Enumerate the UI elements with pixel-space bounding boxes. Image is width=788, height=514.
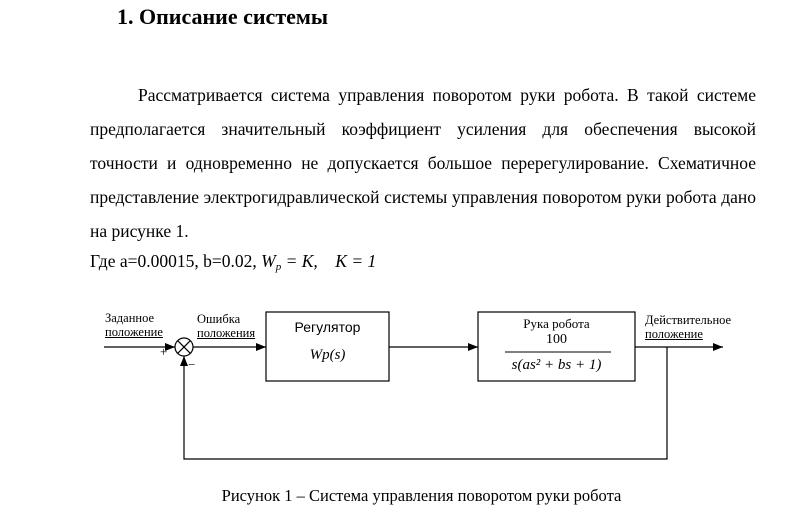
plant-denominator: s(as² + bs + 1) [511,357,602,373]
input-label-line-1: Заданное [105,311,155,325]
minus-sign: − [188,357,196,372]
summing-junction [175,338,193,356]
output-label-line-1: Действительное [645,313,732,327]
figure-caption: Рисунок 1 – Система управления поворотом руки робота [221,486,622,505]
parameters-line [90,251,376,273]
input-label [105,311,163,339]
w-subscript: p [275,261,282,273]
block-diagram [0,300,788,475]
section-heading: 1. Описание системы [117,4,329,29]
output-label [645,313,731,341]
description-paragraph [90,78,756,248]
regulator-transfer-function: Wp(s) [309,347,346,363]
plant-title: Рука робота [523,316,590,331]
plus-sign: + [160,344,168,359]
k-expression: K = 1 [335,251,377,271]
input-label-line-2: положение [105,325,163,339]
error-label [197,312,255,340]
regulator-title: Регулятор [294,319,361,335]
error-label-line-1: Ошибка [197,312,241,326]
parameters-prefix: Где a=0.00015, b=0.02, [90,251,257,271]
paragraph-text: Рассматривается система управления поворотом руки робота. В такой системе предполагается значительный коэффициент усиления для обеспечения высокой точности и одновременно не допускается большое перерегулирование. Схематичное представление электрогидравлической системы управления поворотом руки робота дано на рисунке 1. [90,85,756,241]
error-label-line-2: положения [197,326,256,340]
w-value: = K, [285,251,318,271]
output-label-line-2: положение [645,327,703,341]
w-symbol: W [261,251,276,271]
plant-numerator: 100 [546,332,567,347]
